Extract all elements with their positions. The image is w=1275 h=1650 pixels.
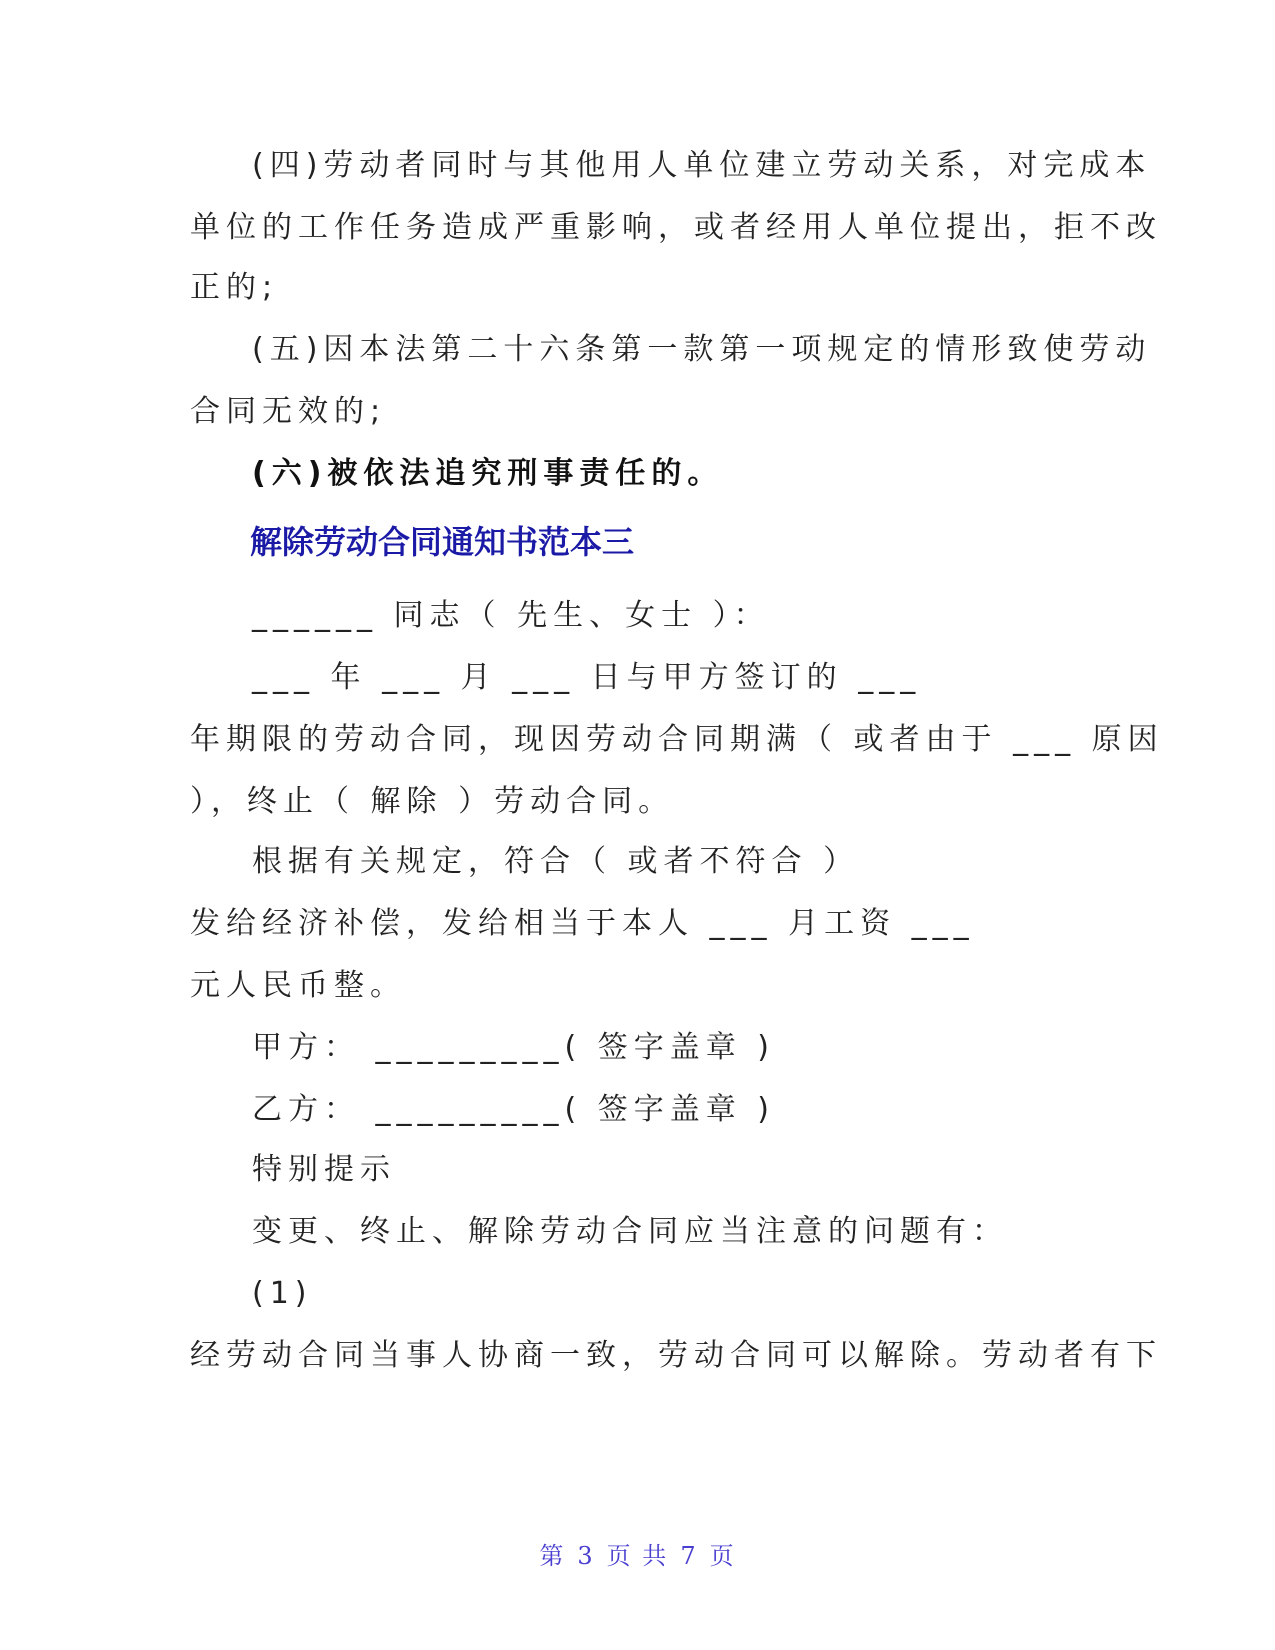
- paragraph-line: (六)被依法追究刑事责任的。: [252, 456, 724, 491]
- paragraph-line: 单位的工作任务造成严重影响，或者经用人单位提出，拒不改: [190, 210, 1162, 245]
- page-current: 3: [577, 1542, 595, 1570]
- paragraph-line: 正的;: [190, 270, 279, 305]
- paragraph-line: (五)因本法第二十六条第一款第一项规定的情形致使劳动: [252, 332, 1152, 367]
- footer-prefix: 第: [539, 1542, 566, 1570]
- signature-line-party-a: 甲方： _________( 签字盖章 ): [252, 1030, 776, 1065]
- paragraph-line: 变更、终止、解除劳动合同应当注意的问题有：: [252, 1214, 1008, 1249]
- paragraph-line: 根据有关规定，符合（ 或者不符合 ）: [252, 844, 860, 879]
- page-footer: [0, 1536, 1275, 1571]
- paragraph-line: 合同无效的;: [190, 394, 387, 429]
- paragraph-line: 经劳动合同当事人协商一致，劳动合同可以解除。劳动者有下: [190, 1338, 1162, 1373]
- paragraph-line: 特别提示: [252, 1152, 396, 1187]
- paragraph-line: 发给经济补偿，发给相当于本人 ___ 月工资 ___: [190, 906, 975, 941]
- page-total: 7: [680, 1542, 698, 1570]
- section-heading: 解除劳动合同通知书范本三: [250, 523, 635, 561]
- paragraph-line: (1): [252, 1276, 313, 1311]
- signature-line-party-b: 乙方： _________( 签字盖章 ): [252, 1092, 776, 1127]
- paragraph-line: 年期限的劳动合同，现因劳动合同期满（ 或者由于 ___ 原因: [190, 722, 1164, 757]
- paragraph-line: ___ 年 ___ 月 ___ 日与甲方签订的 ___: [252, 660, 922, 695]
- paragraph-line: ），终止（ 解除 ）劳动合同。: [190, 784, 675, 819]
- paragraph-line: 元人民币整。: [190, 968, 406, 1003]
- paragraph-line: (四)劳动者同时与其他用人单位建立劳动关系，对完成本: [252, 148, 1152, 183]
- footer-suffix: 页: [709, 1542, 736, 1570]
- footer-mid: 页 共: [606, 1542, 669, 1570]
- salutation-line: ______ 同志（ 先生、女士 ）：: [252, 598, 770, 633]
